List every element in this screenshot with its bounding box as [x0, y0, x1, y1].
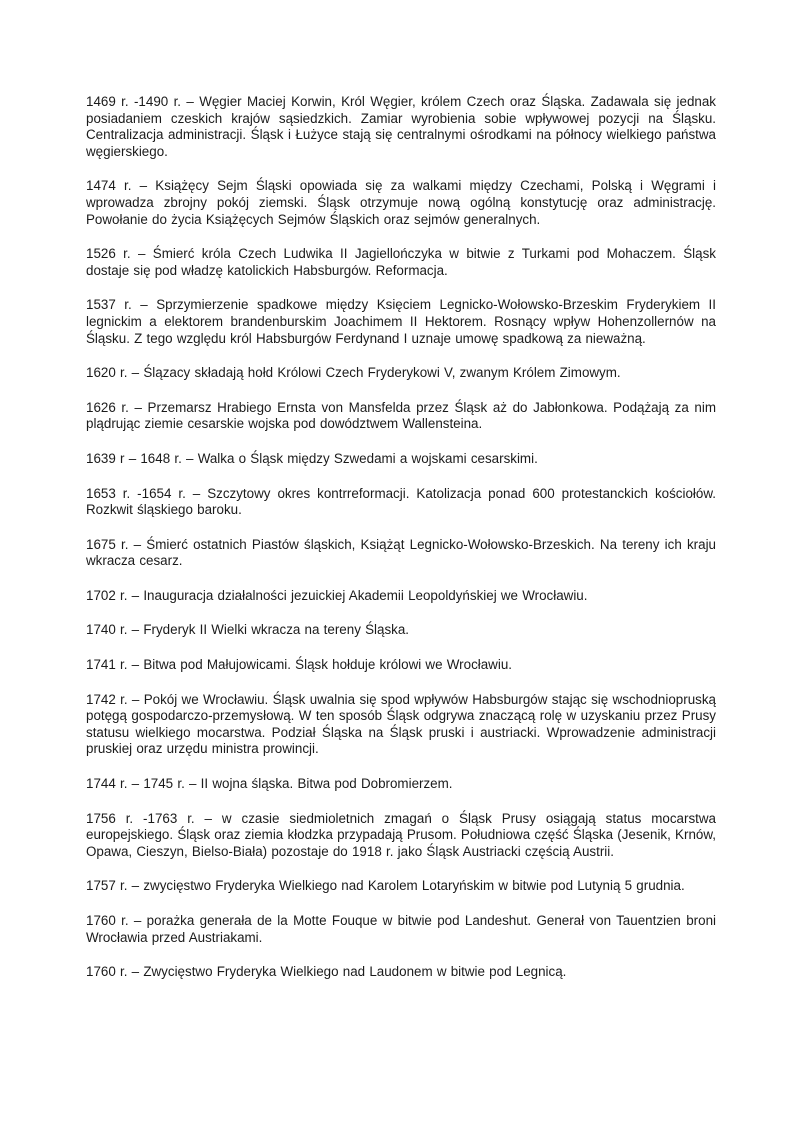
- timeline-paragraph-1675: 1675 r. – Śmierć ostatnich Piastów śląskich, Książąt Legnicko-Wołowsko-Brzeskich. Na tereny ich kraju wkracza cesarz.: [86, 536, 716, 569]
- timeline-paragraph-1760-landeshut: 1760 r. – porażka generała de la Motte Fouque w bitwie pod Landeshut. Generał von Tauentzien broni Wrocławia przed Austriakami.: [86, 913, 716, 945]
- timeline-paragraph-1760-legnica: 1760 r. – Zwycięstwo Fryderyka Wielkiego nad Laudonem w bitwie pod Legnicą.: [86, 964, 567, 980]
- timeline-text: [86, 94, 716, 981]
- timeline-paragraph-1742: 1742 r. – Pokój we Wrocławiu. Śląsk uwalnia się spod wpływów Habsburgów stając się wschodniopruską potęgą gospodarczo-przemysłową. W ten sposób Śląsk odgrywa znaczącą rolę w uzyskaniu przez Prusy statusu wielkiego mocarstwa. Podział Śląska na Śląsk pruski i austriacki. Wprowadzenie administracji pruskiej oraz urzędu ministra prowincji.: [86, 691, 716, 757]
- timeline-paragraph-1744: 1744 r. – 1745 r. – II wojna śląska. Bitwa pod Dobromierzem.: [86, 776, 453, 792]
- timeline-paragraph-1620: 1620 r. – Ślązacy składają hołd Królowi Czech Fryderykowi V, zwanym Królem Zimowym.: [86, 365, 621, 381]
- timeline-paragraph-1702: 1702 r. – Inauguracja działalności jezuickiej Akademii Leopoldyńskiej we Wrocławiu.: [86, 587, 588, 603]
- timeline-paragraph-1626: 1626 r. – Przemarsz Hrabiego Ernsta von Mansfelda przez Śląsk aż do Jabłonkowa. Podążają za nim plądrując ziemie cesarskie wojska pod dowództwem Wallensteina.: [86, 399, 716, 432]
- timeline-paragraph-1757: 1757 r. – zwycięstwo Fryderyka Wielkiego nad Karolem Lotaryńskim w bitwie pod Lutynią 5 grudnia.: [86, 878, 685, 894]
- timeline-paragraph-1741: 1741 r. – Bitwa pod Małujowicami. Śląsk hołduje królowi we Wrocławiu.: [86, 657, 513, 673]
- timeline-paragraph-1653: 1653 r. -1654 r. – Szczytowy okres kontrreformacji. Katolizacja ponad 600 protestanckich kościołów. Rozkwit śląskiego baroku.: [86, 485, 716, 518]
- timeline-paragraph-1537: 1537 r. – Sprzymierzenie spadkowe między Księciem Legnicko-Wołowsko-Brzeskim Fryderykiem II legnickim a elektorem brandenburskim Joachimem II Hektorem. Rosnący wpływ Hohenzollernów na Śląsku. Z tego względu król Habsburgów Ferdynand I uznaje umowę spadkową za nieważną.: [86, 297, 716, 346]
- timeline-paragraph-1740: 1740 r. – Fryderyk II Wielki wkracza na tereny Śląska.: [86, 622, 410, 638]
- timeline-paragraph-1639: 1639 r – 1648 r. – Walka o Śląsk między Szwedami a wojskami cesarskimi.: [86, 450, 538, 466]
- timeline-paragraph-1756: 1756 r. -1763 r. – w czasie siedmioletnich zmagań o Śląsk Prusy osiągają status mocarstwa europejskiego. Śląsk oraz ziemia kłodzka przypadają Prusom. Południowa część Śląska (Jesenik, Krnów, Opawa, Cieszyn, Bielso-Biała) pozostaje do 1918 r. jako Śląsk Austriacki częścią Austrii.: [86, 810, 716, 859]
- timeline-paragraph-1526: 1526 r. – Śmierć króla Czech Ludwika II Jagiellończyka w bitwie z Turkami pod Mohaczem. Śląsk dostaje się pod władzę katolickich Habsburgów. Reformacja.: [86, 246, 716, 278]
- timeline-paragraph-1474: 1474 r. – Książęcy Sejm Śląski opowiada się za walkami między Czechami, Polską i Węgrami i wprowadza zbrojny pokój ziemski. Śląsk otrzymuje nową ogólną konstytucję oraz administrację. Powołanie do życia Książęcych Sejmów Śląskich oraz sejmów generalnych.: [86, 178, 716, 227]
- timeline-paragraph-1469: 1469 r. -1490 r. – Węgier Maciej Korwin, Król Węgier, królem Czech oraz Śląska. Zadawala się jednak posiadaniem czeskich krajów sąsiedzkich. Zamiar wyrobienia sobie wpływowej pozycji na Śląsku. Centralizacja administracji. Śląsk i Łużyce stają się centralnymi ośrodkami na północy wielkiego państwa węgierskiego.: [86, 94, 716, 159]
